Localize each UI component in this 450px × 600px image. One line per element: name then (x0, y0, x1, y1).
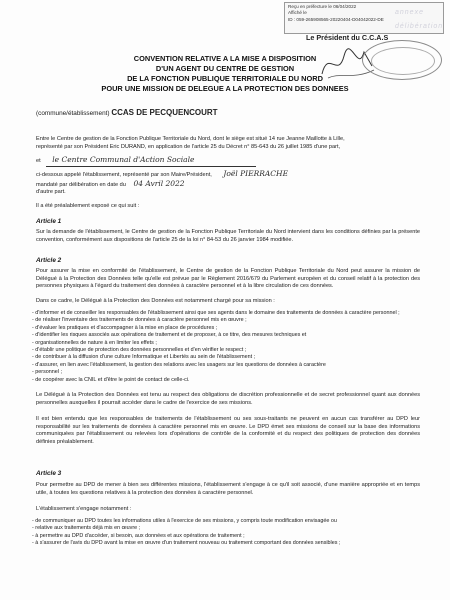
list-item: - d'assurer, en lien avec l'établissement, la gestion des relations avec les usagers sur les questions de données à caractère (32, 362, 422, 369)
watermark-text: annexe délibération (395, 9, 444, 30)
collectivite-label: (commune/établissement) (36, 110, 110, 117)
list-item: - à permettre au DPD d'accéder, si besoin, aux données et aux opérations de traitement ; (32, 533, 422, 540)
list-item: - d'identifier les risques associés aux opérations de traitement et de proposer, à ce titre, des mesures techniques et (32, 332, 422, 339)
parties-and (36, 156, 420, 166)
watermark (395, 3, 450, 31)
stamp-line: Affiché le (288, 10, 307, 16)
handwritten-date: 04 Avril 2022 (133, 179, 185, 188)
list-item: - de communiquer au DPD toutes les informations utiles à l'exercice de ses missions, y compris toute modification envisagée ou (32, 518, 422, 525)
stamp-line: ID : 059-265908565-20220404-D04042022-DE (288, 16, 384, 22)
parties-line: ci-dessous appelé l'établissement, représenté par son Maire/Président, (36, 172, 212, 178)
list-item: - d'évaluer les pratiques et d'accompagner à la mise en place de procédures ; (32, 325, 422, 332)
list-item: - de contribuer à la diffusion d'une culture Informatique et Libertés au sein de l'établissement ; (32, 354, 422, 361)
handwritten-name: Joël PIERRACHE (223, 169, 289, 178)
list-item: - d'établir une politique de protection des données personnelles et d'en vérifier le respect ; (32, 347, 422, 354)
parties-line: Entre le Centre de gestion de la Fonction Publique Territoriale du Nord, dont le siège est situé 14 rue Jeanne Maillotte à Lille, (36, 136, 345, 142)
parties-line: représenté par son Président Eric DURAND, en application de l'article 25 du Décret n° 85-643 du 26 juillet 1985 d'une part, (36, 144, 341, 150)
article-3-text: Pour permettre au DPD de mener à bien ses différentes missions, l'établissement s'engage à ce qu'il soit associé, d'une manière appropriée et en temps utile, à toutes les questions relatives à la protection des données à caractère personnel. (36, 482, 420, 496)
and-word: et (36, 158, 41, 164)
intro-text: Il a été préalablement exposé ce qui suit : (36, 203, 140, 209)
stamp-line: Reçu en préfecture le 06/04/2022 (288, 4, 357, 9)
list-item: - d'informer et de conseiller les responsables de l'établissement ainsi que ses agents dans le domaine des traitements de données à caractère personnel ; (32, 310, 422, 317)
article-2-heading: Article 2 (36, 257, 62, 264)
article-2-text: Pour assurer la mise en conformité de l'établissement, le Centre de gestion de la Fonction Publique Territoriale du Nord peut assurer la mission de Délégué à la Protection des Données telle qu'elle est prévue par le Règlement 2016/679 du Parlement européen et du conseil relatif à la protection des personnes physiques à l'égard du traitement des données à caractère personnel et à la libre circulation de ces données. (36, 268, 420, 290)
collectivite-line (36, 108, 218, 117)
list-item: - organisationnelles de nature à en limiter les effets ; (32, 340, 422, 347)
president-signature-label: Le Président du C.C.A.S (306, 33, 389, 42)
article-3-bullet-list (32, 518, 422, 548)
article-2-subtext: Dans ce cadre, le Délégué à la Protection des Données est notamment chargé pour sa mission : (36, 298, 275, 304)
article-2-paragraph-2: Le Délégué à la Protection des Données est tenu au respect des obligations de discrétion professionnelle et de secret professionnel quant aux données personnelles auxquelles il pourrait accéder dans le cadre de l'exercice de ses missions. (36, 392, 420, 406)
article-1-text: Sur la demande de l'établissement, le Centre de gestion de la Fonction Publique Territoriale du Nord intervient dans les conditions définies par la présente convention, conformément aux dispositions de l'article 25 de la loi n° 84-53 du 26 janvier 1984 modifiée. (36, 229, 420, 243)
title-line: CONVENTION RELATIVE A LA MISE A DISPOSITION (133, 54, 317, 63)
article-2-bullet-list (32, 310, 422, 384)
list-item: - relative aux traitements déjà mis en œuvre ; (32, 525, 422, 532)
list-item: - de réaliser l'inventaire des traitements de données à caractère personnel mis en œuvre ; (32, 317, 422, 324)
title-line: POUR UNE MISSION DE DELEGUE A LA PROTECTION DES DONNEES (101, 84, 349, 93)
article-2-paragraph-3: Il est bien entendu que les responsables de traitements de l'établissement ou ses sous-traitants ne peuvent en aucun cas transférer au DPD leur responsabilité sur les traitements de données à caractère personnel mis en œuvre. Le DPD émet ses missions de conseil sur la base des informations communiquées par l'établissement ou relevées lors d'opérations de contrôle de la conformité et du respect des politiques de protection des données définies préalablement. (36, 416, 420, 445)
article-3-subtext: L'établissement s'engage notamment : (36, 506, 132, 512)
list-item: - personnel ; (32, 369, 422, 376)
list-item: - à s'assurer de l'avis du DPD avant la mise en œuvre d'un traitement nouveau ou traitement comportant des données sensibles ; (32, 540, 422, 547)
fill-line (46, 166, 256, 167)
article-1-heading: Article 1 (36, 218, 62, 225)
article-3-heading: Article 3 (36, 470, 62, 477)
title-line: DE LA FONCTION PUBLIQUE TERRITORIALE DU NORD (127, 74, 323, 83)
parties-rep (36, 170, 420, 180)
list-item: - de coopérer avec la CNIL et d'être le point de contact de celle-ci. (32, 377, 422, 384)
title-line: D'UN AGENT DU CENTRE DE GESTION (155, 64, 295, 73)
parties-line: d'autre part. (36, 189, 66, 195)
handwritten-entity: le Centre Communal d'Action Sociale (52, 155, 195, 164)
collectivite-value: CCAS DE PECQUENCOURT (111, 108, 218, 117)
parties-line: mandaté par délibération en date du (36, 182, 126, 188)
